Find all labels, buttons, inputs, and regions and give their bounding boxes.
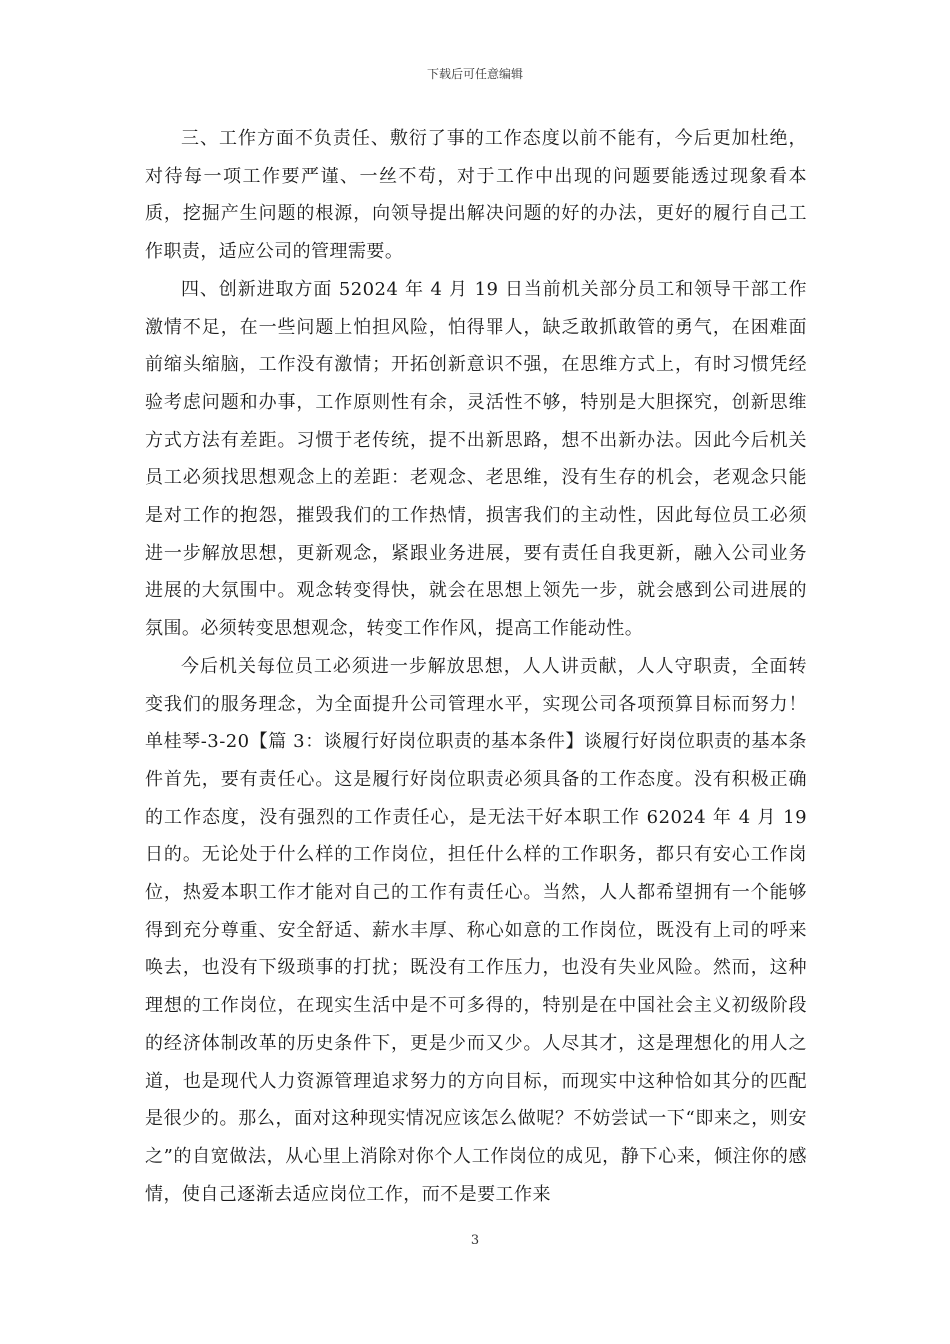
document-body (145, 120, 807, 1213)
paragraph-responsibility: 今后机关每位员工必须进一步解放思想，人人讲贡献，人人守职责，全面转变我们的服务理念，为全面提升公司管理水平，实现公司各项预算目标而努力！单桂琴-3-20【篇 3：谈履行好岗位职责的基本条件】谈履行好岗位职责的基本条件首先，要有责任心。这是履行好岗位职责必须具备的工作态度。没有积极正确的工作态度，没有强烈的工作责任心，是无法干好本职工作 62024 年 4 月 19 日的。无论处于什么样的工作岗位，担任什么样的工作职务，都只有安心工作岗位，热爱本职工作才能对自己的工作有责任心。当然，人人都希望拥有一个能够得到充分尊重、安全舒适、薪水丰厚、称心如意的工作岗位，既没有上司的呼来唤去，也没有下级琐事的打扰；既没有工作压力，也没有失业风险。然而，这种理想的工作岗位，在现实生活中是不可多得的，特别是在中国社会主义初级阶段的经济体制改革的历史条件下，更是少而又少。人尽其才，这是理想化的用人之道，也是现代人力资源管理追求努力的方向目标，而现实中这种恰如其分的匹配是很少的。那么，面对这种现实情况应该怎么做呢？不妨尝试一下“即来之，则安之”的自宽做法，从心里上消除对你个人工作岗位的成见，静下心来，倾注你的感情，使自己逐渐去适应岗位工作，而不是要工作来 (145, 655, 807, 1205)
page-header: 下载后可任意编辑 (426, 67, 523, 81)
paragraph-innovation: 四、创新进取方面 52024 年 4 月 19 日当前机关部分员工和领导干部工作激情不足，在一些问题上怕担风险，怕得罪人，缺乏敢抓敢管的勇气，在困难面前缩头缩脑，工作没有激情；开拓创新意识不强，在思维方式上，有时习惯凭经验考虑问题和办事，工作原则性有余，灵活性不够，特别是大胆探究，创新思维方式方法有差距。习惯于老传统，提不出新思路，想不出新办法。因此今后机关员工必须找思想观念上的差距：老观念、老思维，没有生存的机会，老观念只能是对工作的抱怨，摧毁我们的工作热情，损害我们的主动性，因此每位员工必须进一步解放思想，更新观念，紧跟业务进展，要有责任自我更新，融入公司业务进展的大氛围中。观念转变得快，就会在思想上领先一步，就会感到公司进展的氛围。必须转变思想观念，转变工作作风，提高工作能动性。 (145, 278, 807, 640)
paragraph-work-attitude: 三、工作方面不负责任、敷衍了事的工作态度以前不能有，今后更加杜绝，对待每一项工作要严谨、一丝不苟，对于工作中出现的问题要能透过现象看本质，挖掘产生问题的根源，向领导提出解决问题的好的办法，更好的履行自己工作职责，适应公司的管理需要。 (145, 128, 807, 263)
page-number: 3 (470, 1233, 480, 1248)
